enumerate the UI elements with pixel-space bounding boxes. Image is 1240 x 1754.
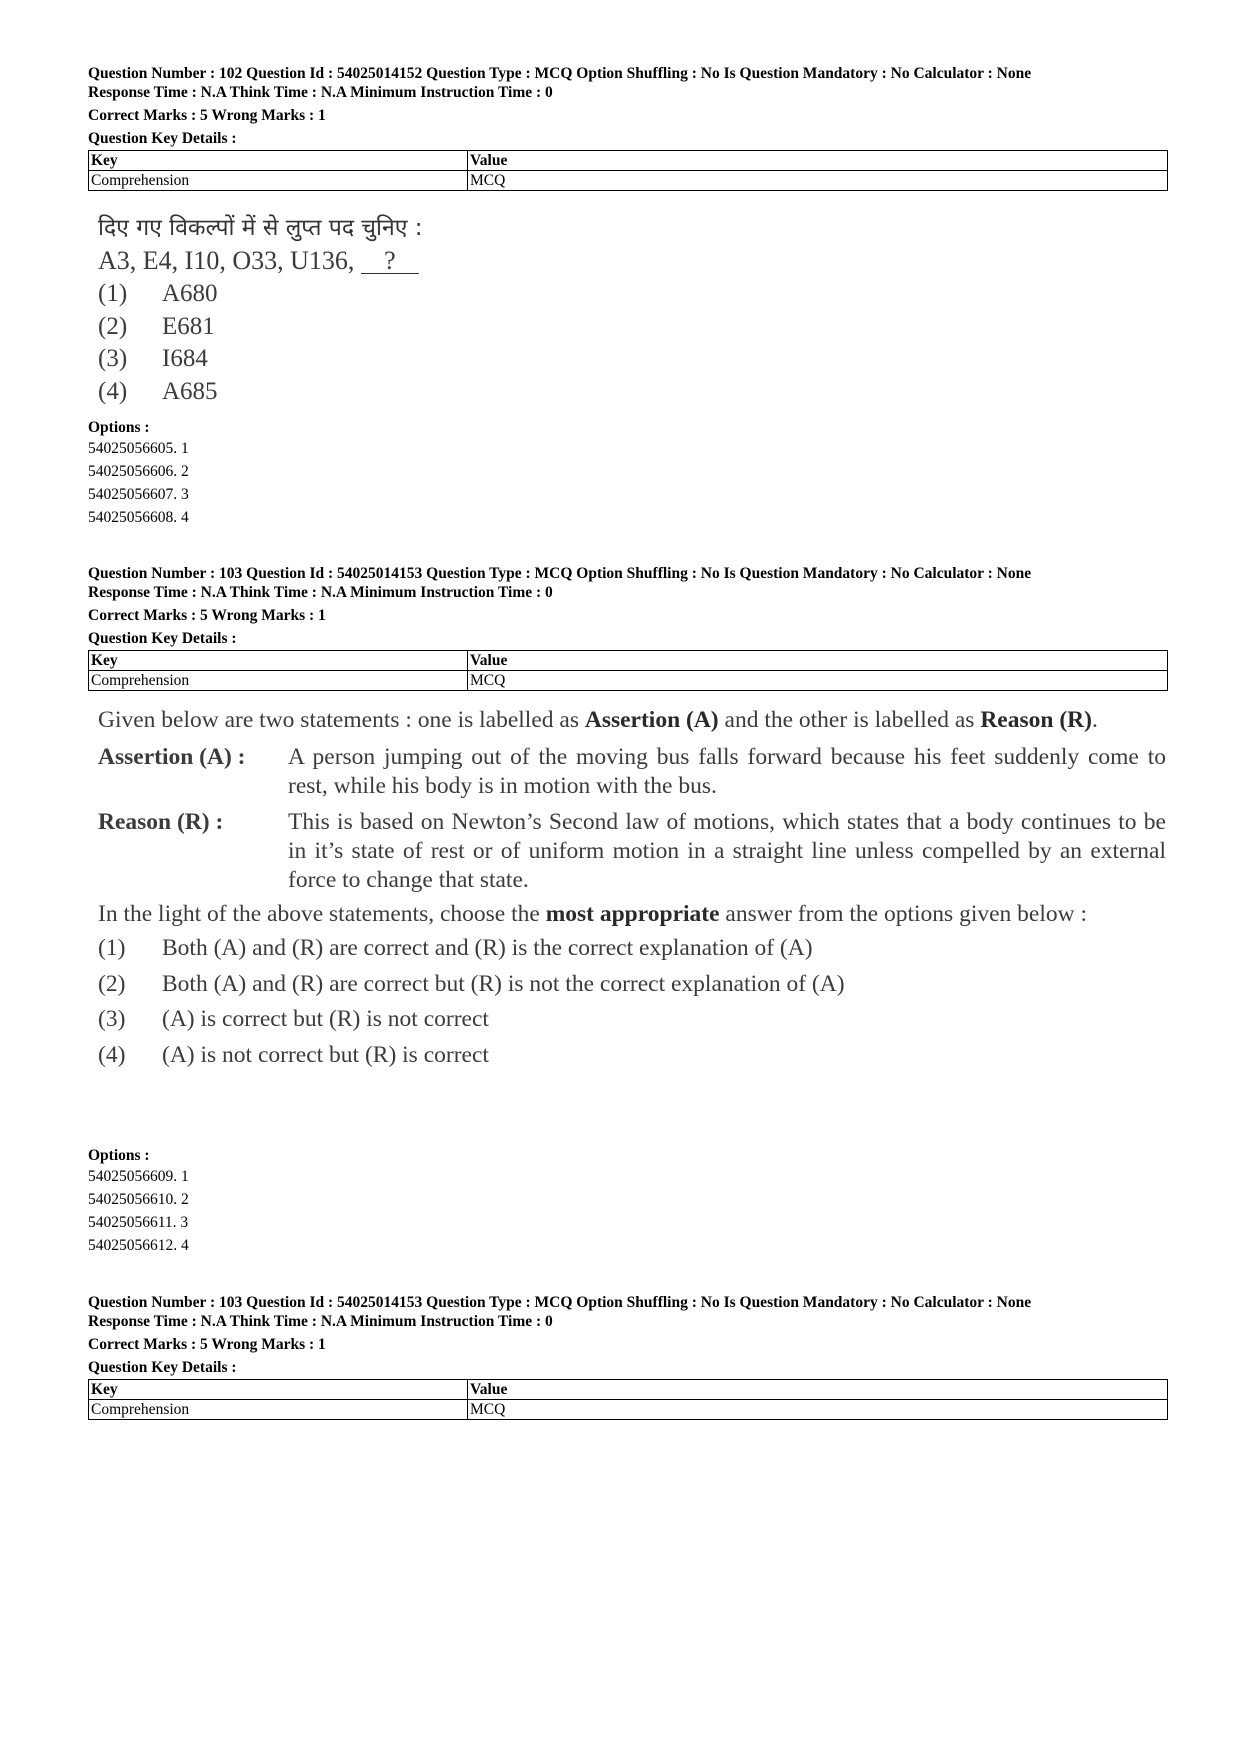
question-intro (98, 706, 1166, 735)
choice-text: A685 (162, 377, 218, 405)
question-instruction (98, 900, 1166, 929)
table-row (89, 1400, 1168, 1420)
question-103-repeat-header (88, 1293, 1168, 1420)
question-meta-line: Question Number : 103 Question Id : 54025014153 Question Type : MCQ Option Shuffling : No Is Question Mandatory : No Calculator : None (88, 1294, 1032, 1311)
choice-text: (A) is correct but (R) is not correct (162, 1006, 489, 1032)
table-cell-key: Comprehension (89, 1400, 468, 1420)
choice-number: (1) (98, 280, 128, 307)
instruction-emphasis: most appropriate (545, 901, 720, 927)
question-102-body (98, 212, 698, 408)
option-item: 54025056608. 4 (88, 509, 189, 526)
choice-text: Both (A) and (R) are correct but (R) is not the correct explanation of (A) (162, 970, 845, 997)
table-header-value: Value (468, 1380, 1168, 1400)
table-header-row (89, 151, 1168, 171)
reason-text: This is based on Newton’s Second law of motions, which states that a body continues to be in it’s state of rest or of uniform motion in a straight line unless compelled by an external force to change that state. (288, 809, 1166, 893)
table-cell-value: MCQ (468, 171, 1168, 191)
choice-text: A680 (162, 280, 218, 307)
choice-item (98, 278, 698, 311)
sequence-blank: ? (361, 249, 419, 274)
reason-label: Reason (R) : (98, 809, 224, 835)
question-meta-line: Question Number : 103 Question Id : 54025014153 Question Type : MCQ Option Shuffling : No Is Question Mandatory : No Calculator : None (88, 565, 1032, 582)
choice-item (98, 1002, 1166, 1038)
option-item: 54025056605. 1 (88, 440, 189, 457)
choice-number: (2) (98, 312, 128, 340)
question-marks-line: Correct Marks : 5 Wrong Marks : 1 (88, 1336, 326, 1353)
table-header-row (89, 1380, 1168, 1400)
question-103-header (88, 564, 1168, 691)
choice-item (98, 311, 698, 344)
question-marks-line: Correct Marks : 5 Wrong Marks : 1 (88, 107, 326, 124)
question-102-options (88, 418, 1168, 529)
question-sequence (98, 244, 698, 278)
choice-item (98, 1038, 1166, 1074)
instruction-text: In the light of the above statements, choose the (98, 901, 540, 927)
choice-number: (3) (98, 345, 128, 372)
table-row (89, 171, 1168, 191)
choice-number: (4) (98, 1041, 126, 1068)
question-marks-line: Correct Marks : 5 Wrong Marks : 1 (88, 607, 326, 624)
question-meta-line: Question Number : 102 Question Id : 54025014152 Question Type : MCQ Option Shuffling : No Is Question Mandatory : No Calculator : None (88, 65, 1032, 82)
question-102-header (88, 64, 1168, 191)
question-key-table (88, 1379, 1168, 1420)
table-header-value: Value (468, 151, 1168, 171)
question-prompt-hindi: दिए गए विकल्पों में से लुप्त पद चुनिए : (98, 215, 423, 241)
choice-number: (2) (98, 970, 126, 997)
table-header-key: Key (89, 1380, 468, 1400)
question-key-table (88, 150, 1168, 191)
table-header-value: Value (468, 651, 1168, 671)
choice-text: Both (A) and (R) are correct and (R) is the correct explanation of (A) (162, 935, 813, 961)
table-cell-value: MCQ (468, 671, 1168, 691)
question-key-table (88, 650, 1168, 691)
choice-item (98, 967, 1166, 1003)
intro-assertion-term: Assertion (A) (584, 707, 719, 733)
question-timing-line: Response Time : N.A Think Time : N.A Minimum Instruction Time : 0 (88, 1313, 553, 1330)
intro-text: and the other is labelled as (724, 707, 975, 733)
option-item: 54025056607. 3 (88, 486, 189, 503)
instruction-text: answer from the options given below : (725, 901, 1087, 927)
option-item: 54025056611. 3 (88, 1214, 189, 1231)
table-header-row (89, 651, 1168, 671)
reason-statement (98, 808, 1166, 895)
intro-text: Given below are two statements : one is labelled as (98, 707, 579, 733)
choice-number: (3) (98, 1006, 126, 1032)
option-item: 54025056609. 1 (88, 1168, 189, 1185)
table-row (89, 671, 1168, 691)
question-103-options (88, 1146, 1168, 1257)
question-key-details-label: Question Key Details : (88, 130, 237, 147)
options-label: Options : (88, 1147, 150, 1164)
choice-text: (A) is not correct but (R) is correct (162, 1041, 489, 1068)
table-header-key: Key (89, 651, 468, 671)
table-cell-key: Comprehension (89, 671, 468, 691)
choice-item (98, 931, 1166, 967)
option-item: 54025056610. 2 (88, 1191, 189, 1208)
intro-period: . (1091, 707, 1098, 733)
question-103-body (98, 706, 1166, 1073)
assertion-text: A person jumping out of the moving bus falls forward because his feet suddenly come to rest, while his body is in motion with the bus. (288, 744, 1166, 799)
options-label: Options : (88, 419, 150, 436)
table-cell-key: Comprehension (89, 171, 468, 191)
choice-number: (4) (98, 377, 128, 405)
question-key-details-label: Question Key Details : (88, 1359, 237, 1376)
question-timing-line: Response Time : N.A Think Time : N.A Minimum Instruction Time : 0 (88, 584, 553, 601)
question-timing-line: Response Time : N.A Think Time : N.A Minimum Instruction Time : 0 (88, 84, 553, 101)
assertion-label: Assertion (A) : (98, 744, 246, 770)
choice-item (98, 343, 698, 376)
intro-reason-term: Reason (R) (980, 707, 1092, 733)
option-item: 54025056612. 4 (88, 1237, 189, 1254)
choice-list (98, 931, 1166, 1073)
table-cell-value: MCQ (468, 1400, 1168, 1420)
choice-text: E681 (162, 312, 215, 340)
question-key-details-label: Question Key Details : (88, 630, 237, 647)
table-header-key: Key (89, 151, 468, 171)
choice-number: (1) (98, 935, 126, 961)
sequence-terms: A3, E4, I10, O33, U136, (98, 246, 355, 275)
assertion-statement (98, 743, 1166, 801)
choice-item (98, 376, 698, 409)
option-item: 54025056606. 2 (88, 463, 189, 480)
choice-text: I684 (162, 345, 208, 372)
